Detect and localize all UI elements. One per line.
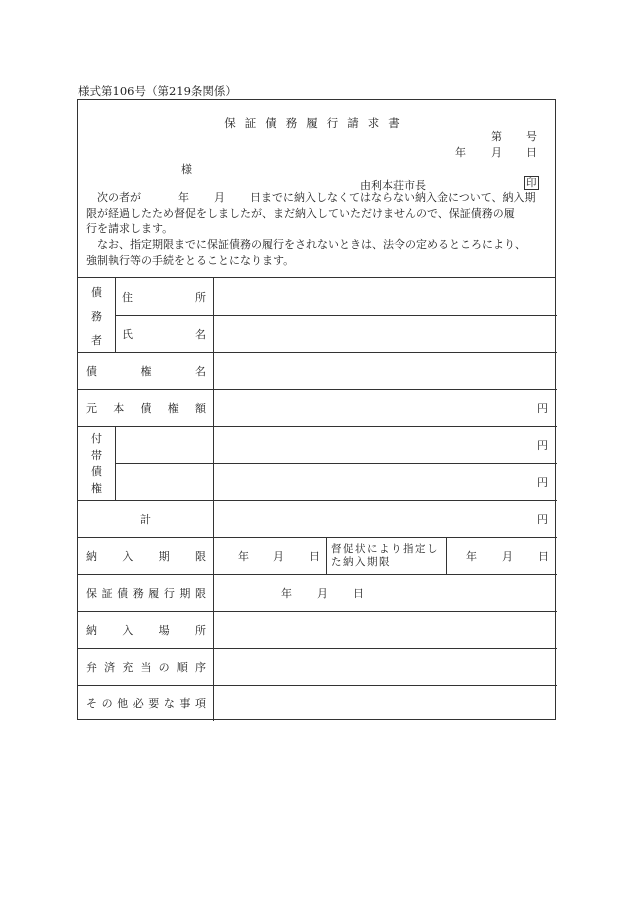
form-header (78, 100, 555, 278)
payment-deadline-date: 年 月 日 (238, 549, 320, 563)
form-caption: 様式第106号（第219条関係） (78, 84, 237, 98)
demand-deadline-date: 年 月 日 (466, 549, 549, 563)
seal-mark: 印 (526, 177, 537, 189)
incidental-1-yen-unit: 円 (537, 438, 548, 452)
other-matters-label: そ の 他 必 要 な 事 項 (86, 697, 206, 710)
addressee-suffix: 様 (181, 163, 192, 176)
claim-name-label: 債 権 名 (86, 364, 206, 378)
grid-line (115, 426, 116, 500)
payment-deadline-label: 納 入 期 限 (86, 549, 206, 563)
name-label: 氏 名 (122, 327, 206, 341)
issuer-name: 由利本荘市長 (360, 179, 426, 192)
request-form (77, 99, 556, 720)
date-year: 年 (455, 146, 466, 159)
grid-line (326, 537, 327, 574)
incidental-claims-label: 付 帯 債 権 (91, 432, 102, 495)
incidental-2-yen-unit: 円 (537, 475, 548, 489)
allocation-order-label: 弁 済 充 当 の 順 序 (86, 660, 206, 674)
guarantee-deadline-date: 年 月 日 (281, 586, 364, 600)
payment-place-label: 納 入 場 所 (86, 623, 206, 637)
debtor-label: 債 務 者 (91, 286, 102, 347)
grid-line (213, 278, 214, 721)
body-paragraph-1: 次の者が 年 月 日までに納入しなくてはならない納入金について、納入期 限が経過したため督促をしましたが、まだ納入していただけませんので、保証債務の履 行を請求します。 (86, 191, 536, 235)
grid-line (115, 278, 116, 352)
guarantee-deadline-label: 保 証 債 務 履 行 期 限 (86, 586, 206, 600)
principal-amount-label: 元 本 債 権 額 (86, 401, 206, 415)
total-yen-unit: 円 (537, 512, 548, 526)
address-label: 住 所 (122, 290, 206, 304)
number-prefix: 第 (491, 130, 502, 143)
body-paragraph-2: なお、指定期限までに保証債務の履行をされないときは、法令の定めるところにより、 強制執行等の手続をとることになります。 (86, 238, 526, 267)
date-day: 日 (526, 146, 537, 159)
demand-deadline-label: 督促状により指定した納入期限 (331, 542, 439, 568)
principal-yen-unit: 円 (537, 401, 548, 415)
date-month: 月 (491, 146, 502, 159)
number-suffix: 号 (526, 130, 537, 143)
total-label: 計 (140, 512, 151, 526)
form-title: 保証債務履行請求書 (224, 116, 409, 130)
